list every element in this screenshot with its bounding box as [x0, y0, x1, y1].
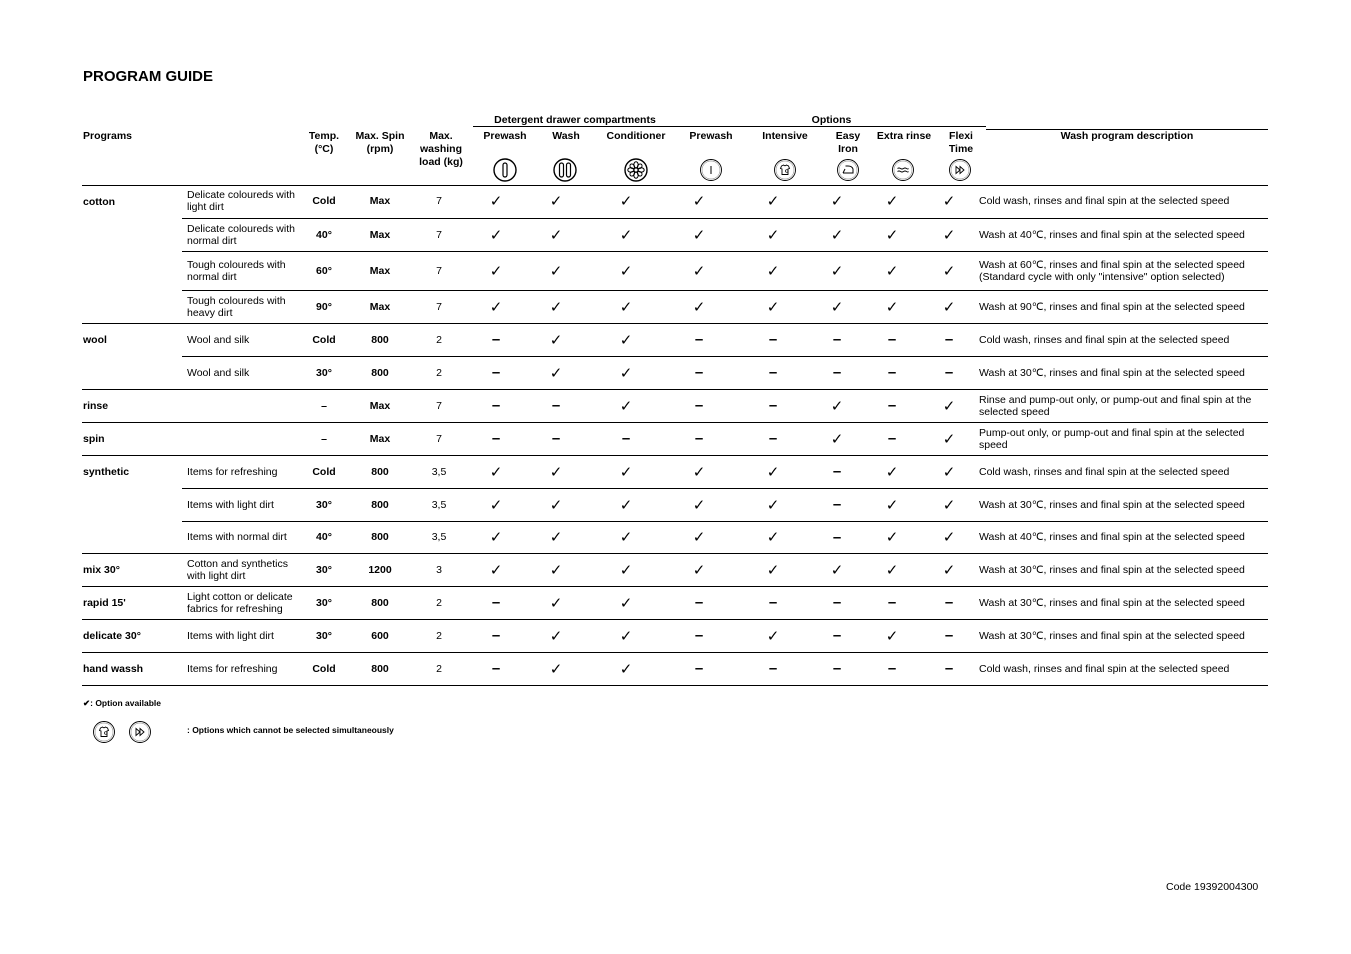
dash-mark: – [814, 619, 860, 652]
max-load-cell: 2 [412, 652, 466, 685]
header-opt-flexi-time: Flexi Time [948, 130, 974, 155]
program-name [82, 251, 182, 290]
dash-mark: – [666, 652, 732, 685]
program-description: Wash at 40℃, rinses and final spin at the selected speed [974, 218, 1268, 251]
temperature-cell: Cold [300, 455, 348, 488]
temperature-cell: 60° [300, 251, 348, 290]
check-icon: ✓ [526, 218, 586, 251]
max-load-cell: 2 [412, 619, 466, 652]
check-icon: ✓ [526, 356, 586, 389]
program-type [182, 422, 300, 455]
check-icon: ✓ [924, 455, 974, 488]
program-description: Rinse and pump-out only, or pump-out and final spin at the selected speed [974, 389, 1268, 422]
check-icon: ✓ [526, 652, 586, 685]
dash-mark: – [466, 389, 526, 422]
options-group-rule [677, 126, 986, 127]
program-name [82, 290, 182, 323]
flexi-time-option-icon [128, 720, 152, 744]
program-name [82, 218, 182, 251]
check-icon: ✓ [466, 290, 526, 323]
dash-mark: – [466, 652, 526, 685]
max-load-cell: 2 [412, 323, 466, 356]
max-load-cell: 7 [412, 290, 466, 323]
check-icon: ✓ [732, 455, 814, 488]
check-icon: ✓ [466, 251, 526, 290]
check-icon: ✓ [860, 553, 924, 586]
header-description: Wash program description [1060, 130, 1194, 142]
max-load-cell: 7 [412, 251, 466, 290]
check-icon: ✓ [666, 185, 732, 218]
flexi-time-option-icon [948, 158, 972, 182]
program-name: spin [82, 422, 182, 455]
header-opt-extra-rinse: Extra rinse [876, 130, 932, 142]
check-icon: ✓ [586, 251, 666, 290]
program-type: Delicate coloureds with normal dirt [182, 218, 300, 251]
check-icon: ✓ [526, 521, 586, 553]
check-icon: ✓ [586, 488, 666, 521]
check-icon: ✓ [586, 652, 666, 685]
dash-mark: – [814, 356, 860, 389]
check-icon: ✓ [860, 218, 924, 251]
check-icon: ✓ [924, 422, 974, 455]
program-name: mix 30° [82, 553, 182, 586]
check-icon: ✓ [924, 553, 974, 586]
check-icon: ✓ [586, 455, 666, 488]
check-icon: ✓ [666, 251, 732, 290]
check-icon: ✓ [924, 290, 974, 323]
check-icon: ✓ [732, 290, 814, 323]
check-icon: ✓ [732, 251, 814, 290]
dash-mark: – [586, 422, 666, 455]
temperature-cell: – [300, 422, 348, 455]
temperature-cell: Cold [300, 185, 348, 218]
check-icon: ✓ [586, 586, 666, 619]
header-temp: Temp. (°C) [308, 130, 340, 155]
check-icon: ✓ [732, 619, 814, 652]
program-description: Wash at 30℃, rinses and final spin at the selected speed [974, 619, 1268, 652]
check-icon: ✓ [526, 323, 586, 356]
check-icon: ✓ [526, 455, 586, 488]
max-spin-cell: 800 [348, 356, 412, 389]
program-name: cotton [83, 195, 116, 208]
check-icon: ✓ [586, 218, 666, 251]
check-icon: ✓ [732, 185, 814, 218]
program-type: Items with light dirt [182, 619, 300, 652]
program-name [82, 356, 182, 389]
program-type: Items with light dirt [182, 488, 300, 521]
max-spin-cell: 800 [348, 652, 412, 685]
check-icon: ✓ [526, 586, 586, 619]
check-icon: ✓ [924, 251, 974, 290]
program-name: rapid 15' [82, 586, 182, 619]
temperature-cell: 90° [300, 290, 348, 323]
program-type: Delicate coloureds with light dirt [182, 185, 300, 218]
check-icon: ✓ [466, 553, 526, 586]
table-row [82, 521, 1268, 553]
check-icon: ✓ [860, 251, 924, 290]
dash-mark: – [924, 356, 974, 389]
max-spin-cell: 800 [348, 488, 412, 521]
dash-mark: – [466, 422, 526, 455]
check-icon: ✓ [924, 488, 974, 521]
check-icon: ✓ [860, 185, 924, 218]
max-spin-cell: Max [348, 185, 412, 218]
table-row [82, 586, 1268, 619]
max-spin-cell: 600 [348, 619, 412, 652]
program-type: Tough coloureds with heavy dirt [182, 290, 300, 323]
program-description: Wash at 90℃, rinses and final spin at the selected speed [974, 290, 1268, 323]
max-spin-cell: 800 [348, 521, 412, 553]
header-max-spin: Max. Spin (rpm) [355, 130, 405, 155]
max-load-cell: 7 [412, 389, 466, 422]
dash-mark: – [860, 586, 924, 619]
max-spin-cell: Max [348, 389, 412, 422]
page-title: PROGRAM GUIDE [83, 68, 214, 85]
check-icon: ✓ [586, 185, 666, 218]
check-icon: ✓ [814, 218, 860, 251]
conditioner-compartment-icon [624, 158, 648, 182]
dash-mark: – [666, 389, 732, 422]
check-icon: ✓ [526, 185, 586, 218]
table-row [82, 422, 1268, 455]
program-type: Cotton and synthetics with light dirt [182, 553, 300, 586]
dash-mark: – [666, 619, 732, 652]
temperature-cell: 30° [300, 586, 348, 619]
program-type [182, 389, 300, 422]
max-load-cell: 2 [412, 586, 466, 619]
header-max-load: Max. washing load (kg) [419, 130, 463, 168]
check-icon: ✓ [586, 521, 666, 553]
dash-mark: – [666, 586, 732, 619]
program-type: Items with normal dirt [182, 521, 300, 553]
program-description: Wash at 30℃, rinses and final spin at the selected speed [974, 553, 1268, 586]
header-options-group: Options [811, 114, 852, 126]
program-description: Cold wash, rinses and final spin at the selected speed [974, 652, 1268, 685]
check-icon: ✓ [466, 455, 526, 488]
program-name: rinse [82, 389, 182, 422]
check-icon: ✓ [586, 619, 666, 652]
header-detergent-group: Detergent drawer compartments [494, 114, 656, 126]
document-code: Code 19392004300 [1166, 881, 1259, 893]
dash-mark: – [732, 389, 814, 422]
program-type: Items for refreshing [182, 652, 300, 685]
table-row [82, 619, 1268, 652]
table-row [82, 290, 1268, 323]
table-row [82, 389, 1268, 422]
program-description: Wash at 30℃, rinses and final spin at the selected speed [974, 488, 1268, 521]
check-icon: ✓ [466, 218, 526, 251]
check-icon: ✓ [732, 521, 814, 553]
program-name: delicate 30° [82, 619, 182, 652]
check-icon: ✓ [732, 488, 814, 521]
check-icon: ✓ [814, 290, 860, 323]
table-row [82, 323, 1268, 356]
max-load-cell: 2 [412, 356, 466, 389]
program-name [82, 521, 182, 553]
temperature-cell: Cold [300, 652, 348, 685]
dash-mark: – [814, 323, 860, 356]
program-description: Wash at 40℃, rinses and final spin at the selected speed [974, 521, 1268, 553]
temperature-cell: – [300, 389, 348, 422]
dash-mark: – [924, 652, 974, 685]
program-description: Cold wash, rinses and final spin at the selected speed [974, 323, 1268, 356]
max-spin-cell: Max [348, 251, 412, 290]
program-name [82, 488, 182, 521]
table-row [82, 652, 1268, 685]
check-icon: ✓ [814, 553, 860, 586]
check-icon: ✓ [586, 389, 666, 422]
extra-rinse-option-icon [891, 158, 915, 182]
dash-mark: – [732, 586, 814, 619]
max-load-cell: 7 [412, 422, 466, 455]
dash-mark: – [732, 652, 814, 685]
check-icon: ✓ [814, 185, 860, 218]
check-icon: ✓ [526, 290, 586, 323]
table-row [82, 356, 1268, 389]
check-icon: ✓ [924, 389, 974, 422]
program-name: wool [83, 333, 107, 346]
table-row [82, 251, 1268, 290]
check-icon: ✓ [526, 488, 586, 521]
program-name: hand wassh [82, 652, 182, 685]
header-opt-prewash: Prewash [689, 130, 733, 142]
check-icon: ✓ [732, 553, 814, 586]
max-spin-cell: 800 [348, 323, 412, 356]
dash-mark: – [860, 389, 924, 422]
dash-mark: – [814, 455, 860, 488]
max-spin-cell: 1200 [348, 553, 412, 586]
max-load-cell: 3,5 [412, 455, 466, 488]
check-icon: ✓ [466, 488, 526, 521]
dash-mark: – [526, 389, 586, 422]
check-icon: ✓ [666, 553, 732, 586]
program-description: Wash at 30℃, rinses and final spin at the selected speed [974, 356, 1268, 389]
temperature-cell: 30° [300, 553, 348, 586]
dash-mark: – [732, 422, 814, 455]
program-type: Wool and silk [182, 356, 300, 389]
temperature-cell: 30° [300, 619, 348, 652]
check-icon: ✓ [666, 455, 732, 488]
header-programs: Programs [83, 130, 133, 142]
intensive-option-icon [773, 158, 797, 182]
easy-iron-option-icon [836, 158, 860, 182]
dash-mark: – [860, 422, 924, 455]
dash-mark: – [860, 652, 924, 685]
dash-mark: – [466, 356, 526, 389]
max-load-cell: 3,5 [412, 488, 466, 521]
table-row [82, 218, 1268, 251]
header-det-conditioner: Conditioner [606, 130, 666, 142]
max-spin-cell: Max [348, 422, 412, 455]
dash-mark: – [860, 356, 924, 389]
dash-mark: – [814, 652, 860, 685]
legend-not-simultaneous: : Options which cannot be selected simultaneously [187, 725, 394, 735]
dash-mark: – [814, 586, 860, 619]
dash-mark: – [924, 619, 974, 652]
temperature-cell: 30° [300, 356, 348, 389]
dash-mark: – [860, 323, 924, 356]
check-icon: ✓ [732, 218, 814, 251]
dash-mark: – [466, 619, 526, 652]
wash-compartment-icon [553, 158, 577, 182]
prewash-compartment-icon [493, 158, 517, 182]
dash-mark: – [666, 323, 732, 356]
program-table [82, 185, 1268, 686]
dash-mark: – [924, 323, 974, 356]
max-spin-cell: Max [348, 218, 412, 251]
max-load-cell: 7 [412, 185, 466, 218]
header-det-wash: Wash [552, 130, 580, 142]
header-opt-intensive: Intensive [762, 130, 808, 142]
check-icon: ✓ [860, 619, 924, 652]
program-type: Wool and silk [182, 323, 300, 356]
program-description: Cold wash, rinses and final spin at the selected speed [974, 185, 1268, 218]
legend-option-available: ✔: Option available [83, 698, 161, 708]
check-icon: ✓ [526, 553, 586, 586]
check-icon: ✓ [924, 521, 974, 553]
program-type: Light cotton or delicate fabrics for refreshing [182, 586, 300, 619]
check-icon: ✓ [586, 323, 666, 356]
check-icon: ✓ [814, 422, 860, 455]
dash-mark: – [466, 586, 526, 619]
check-icon: ✓ [860, 290, 924, 323]
check-icon: ✓ [526, 619, 586, 652]
check-icon: ✓ [666, 290, 732, 323]
check-icon: ✓ [860, 488, 924, 521]
check-icon: ✓ [526, 251, 586, 290]
detergent-group-rule [473, 126, 677, 127]
max-load-cell: 3 [412, 553, 466, 586]
program-type: Tough coloureds with normal dirt [182, 251, 300, 290]
check-icon: ✓ [666, 218, 732, 251]
check-icon: ✓ [666, 521, 732, 553]
temperature-cell: 40° [300, 521, 348, 553]
dash-mark: – [466, 323, 526, 356]
temperature-cell: 30° [300, 488, 348, 521]
check-icon: ✓ [814, 389, 860, 422]
check-icon: ✓ [924, 185, 974, 218]
check-icon: ✓ [924, 218, 974, 251]
check-icon: ✓ [860, 455, 924, 488]
table-row [82, 553, 1268, 586]
check-icon: ✓ [466, 185, 526, 218]
dash-mark: – [732, 323, 814, 356]
temperature-cell: 40° [300, 218, 348, 251]
check-icon: ✓ [814, 251, 860, 290]
program-name: synthetic [83, 465, 130, 478]
table-row [82, 185, 1268, 218]
check-icon: ✓ [586, 553, 666, 586]
header-opt-easy-iron: Easy Iron [835, 130, 861, 155]
check-icon: ✓ [586, 356, 666, 389]
dash-mark: – [732, 356, 814, 389]
program-description: Pump-out only, or pump-out and final spin at the selected speed [974, 422, 1268, 455]
check-icon: ✓ [666, 488, 732, 521]
check-icon: ✓ [466, 521, 526, 553]
program-description: Wash at 60℃, rinses and final spin at the selected speed (Standard cycle with only "intensive" option selected) [974, 251, 1268, 290]
dash-mark: – [666, 422, 732, 455]
check-icon: ✓ [586, 290, 666, 323]
dash-mark: – [924, 586, 974, 619]
prewash-option-icon [699, 158, 723, 182]
program-description: Wash at 30℃, rinses and final spin at the selected speed [974, 586, 1268, 619]
temperature-cell: Cold [300, 323, 348, 356]
check-icon: ✓ [860, 521, 924, 553]
dash-mark: – [666, 356, 732, 389]
intensive-option-icon [92, 720, 116, 744]
dash-mark: – [814, 488, 860, 521]
program-description: Cold wash, rinses and final spin at the selected speed [974, 455, 1268, 488]
table-row [82, 455, 1268, 488]
table-row [82, 488, 1268, 521]
max-spin-cell: 800 [348, 586, 412, 619]
program-type: Items for refreshing [182, 455, 300, 488]
dash-mark: – [526, 422, 586, 455]
max-spin-cell: Max [348, 290, 412, 323]
dash-mark: – [814, 521, 860, 553]
max-spin-cell: 800 [348, 455, 412, 488]
max-load-cell: 7 [412, 218, 466, 251]
max-load-cell: 3,5 [412, 521, 466, 553]
header-det-prewash: Prewash [483, 130, 527, 142]
